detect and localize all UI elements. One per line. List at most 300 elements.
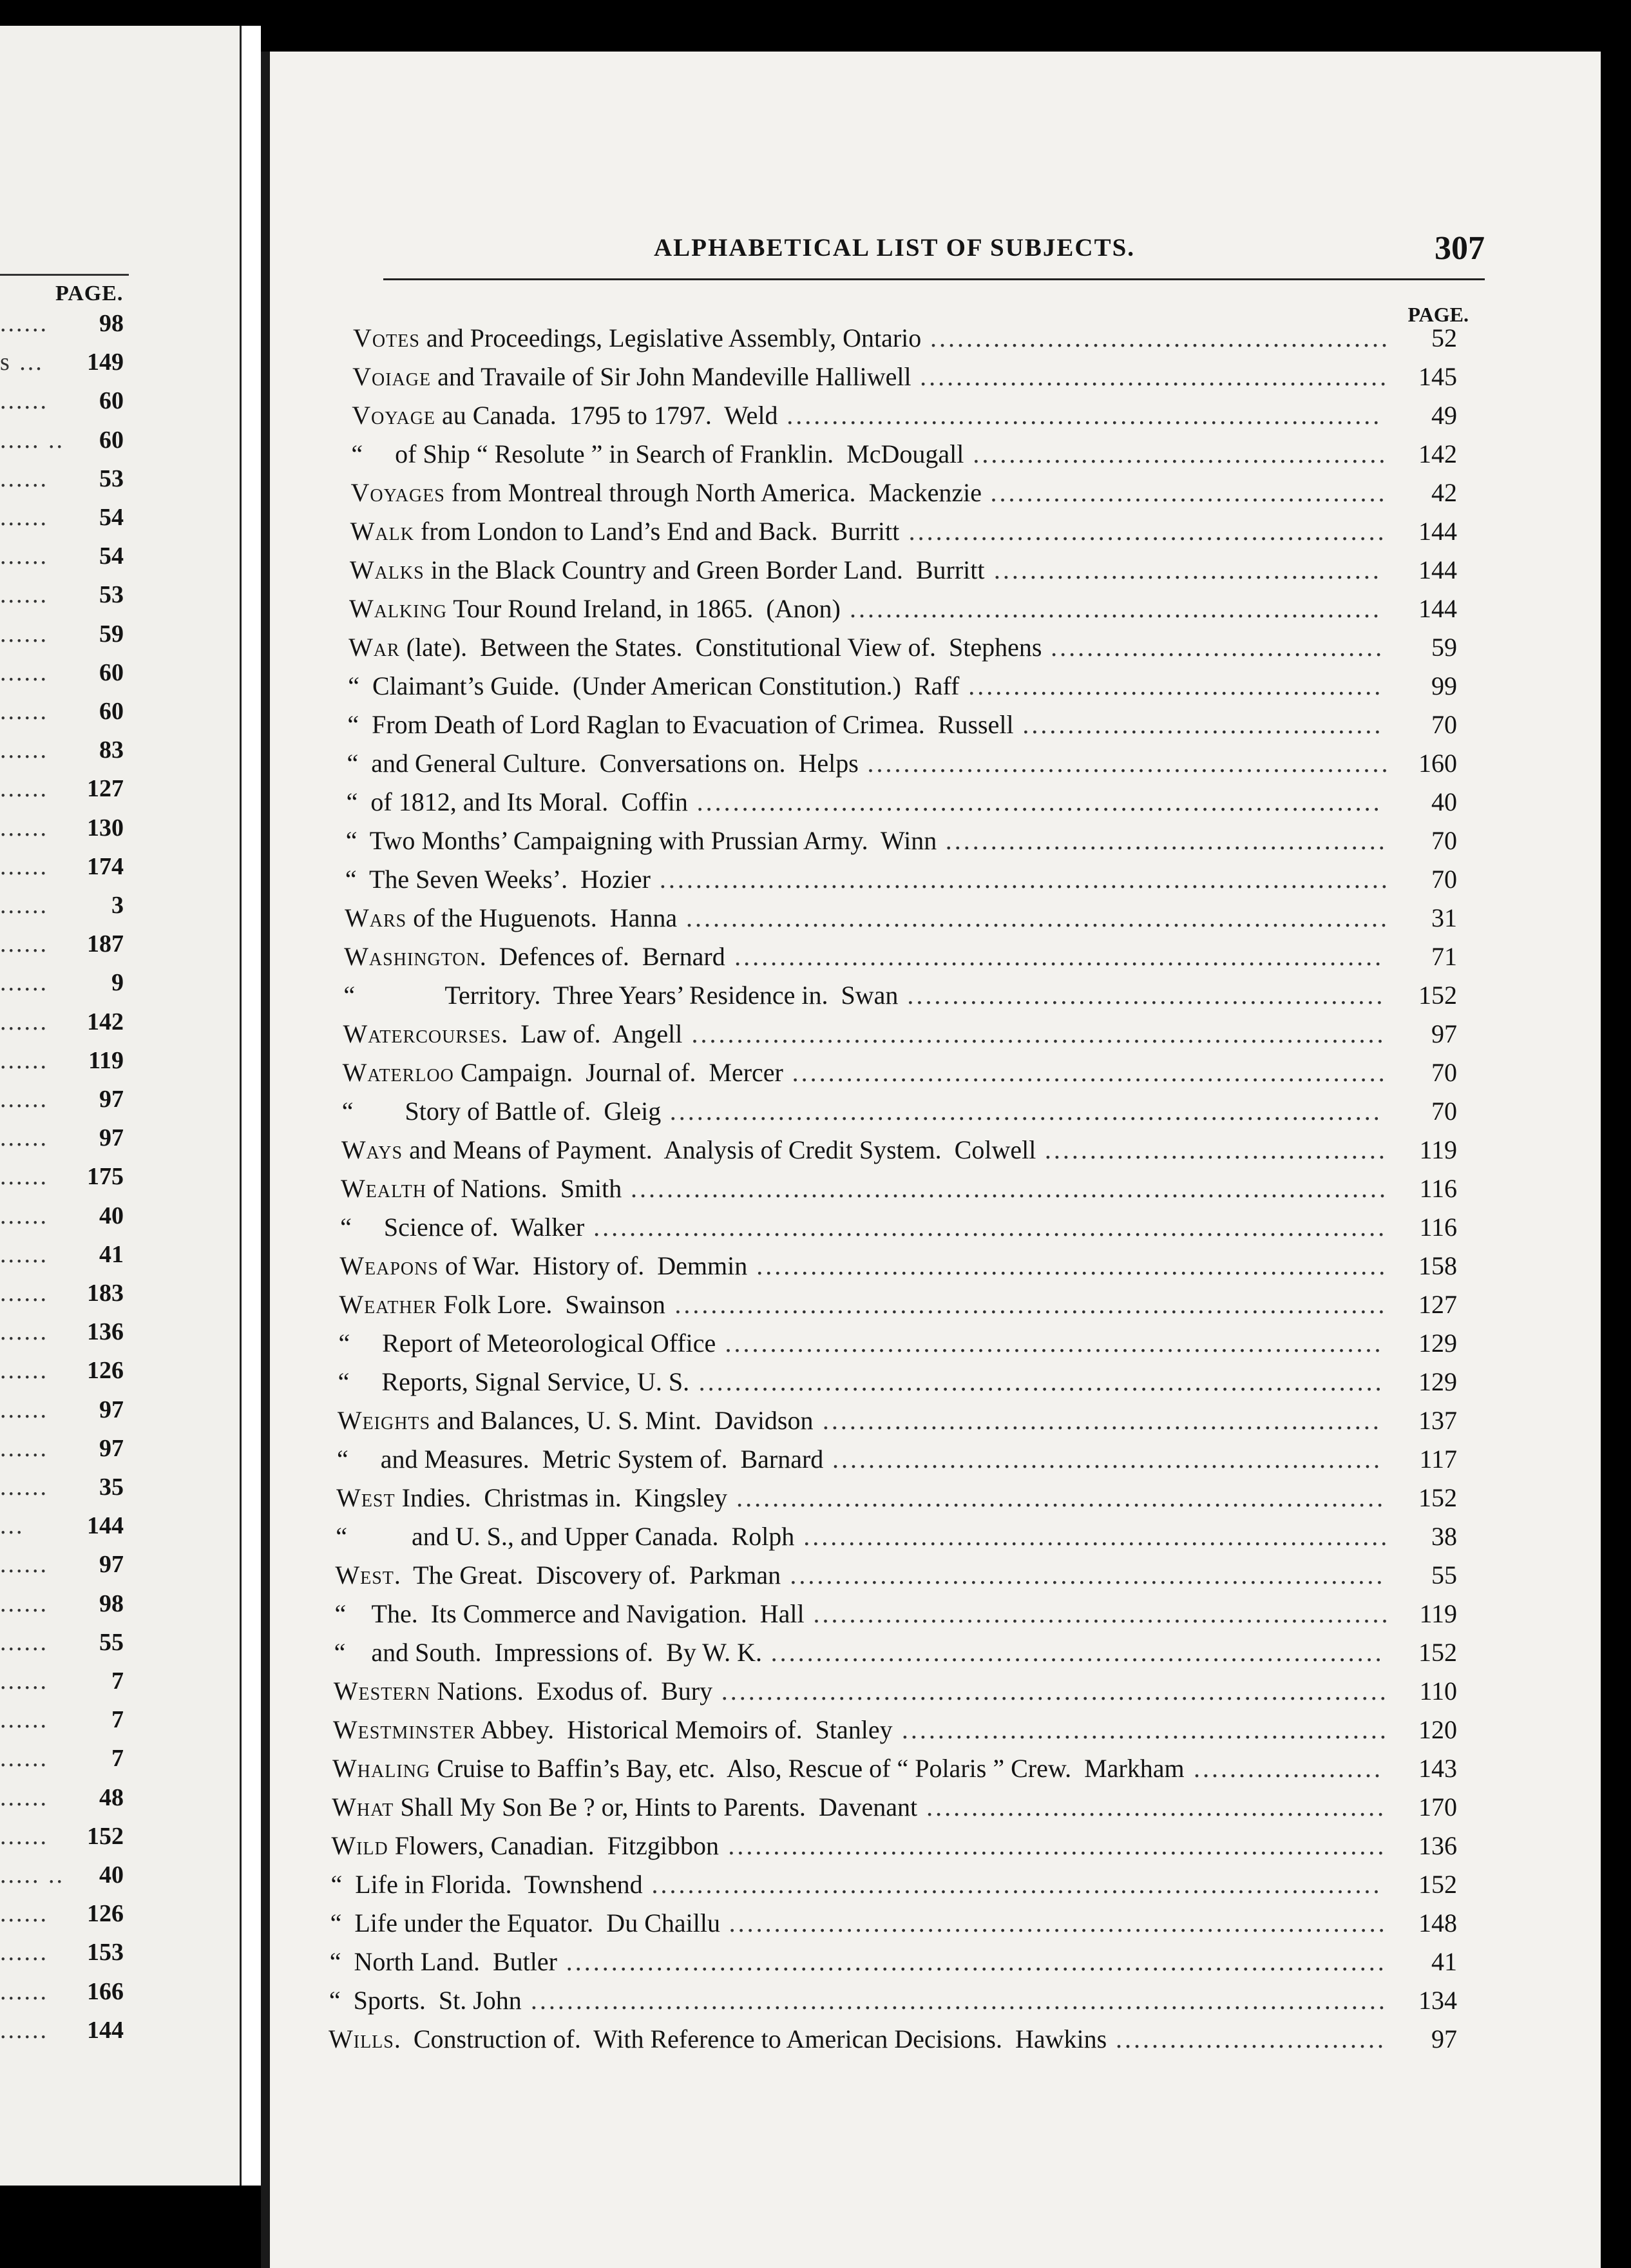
index-entry: [347, 744, 1458, 783]
entry-text: and Travaile of Sir John Mandeville Halliwell: [431, 362, 911, 391]
page-ref: 119: [88, 1046, 124, 1074]
entry-lead-word: Wealth: [341, 1174, 426, 1203]
index-entry: [330, 1943, 1457, 1981]
page-ref: 130: [87, 814, 124, 841]
left-page-row: [0, 731, 129, 769]
dot-leader: ...........................................................................................: [566, 1947, 1387, 1976]
left-page-row: [0, 1351, 129, 1390]
dot-leader: ..............................................: [973, 439, 1388, 468]
page-ref: 97: [99, 1434, 124, 1462]
entry-lead-word: Westminster: [332, 1715, 476, 1744]
page-ref: 126: [87, 1900, 124, 1928]
dot-leader: ...................................................: [930, 323, 1390, 352]
index-entry: [344, 937, 1457, 976]
entry-text: and Means of Payment. Analysis of Credit System. Colwell: [403, 1135, 1036, 1164]
page-ref: 136: [1418, 1831, 1457, 1860]
index-entry: [329, 1981, 1457, 2020]
dot-leader: ......: [0, 1822, 48, 1850]
entry-subject: [349, 590, 841, 628]
entry-text: Indies. Christmas in. Kingsley: [395, 1483, 728, 1512]
dot-leader: ............................................: [990, 478, 1388, 507]
index-entry: [349, 590, 1457, 628]
dot-leader: ......................................................................: [756, 1251, 1388, 1280]
left-page-row: [0, 1778, 129, 1817]
entry-subject: [347, 783, 688, 822]
dot-leader: ......: [0, 1745, 48, 1773]
page-ref: 54: [99, 543, 124, 570]
page-ref: 53: [99, 465, 124, 492]
page-ref: 137: [1418, 1406, 1457, 1435]
page-ref: 59: [1431, 633, 1457, 662]
left-page-row: [0, 1817, 129, 1856]
entry-subject: [347, 706, 1013, 744]
page-ref: 158: [1418, 1251, 1457, 1280]
page-ref: 144: [87, 1512, 124, 1540]
entry-text: . Construction of. With Reference to American Decisions. Hawkins: [394, 2024, 1107, 2053]
entry-text: Tour Round Ireland, in 1865. (Anon): [447, 594, 841, 623]
left-page-row: [0, 1080, 129, 1119]
dot-leader: ..............................................................: [822, 1406, 1382, 1435]
left-page-row: [0, 1894, 129, 1933]
page-column-label: PAGE.: [1407, 303, 1469, 326]
page-ref: 129: [1418, 1367, 1457, 1396]
dot-leader: ......: [0, 1706, 48, 1734]
index-entry: [336, 1517, 1457, 1556]
entry-text: . The Great. Discovery of. Parkman: [394, 1561, 781, 1590]
entry-text: from Montreal through North America. Mackenzie: [444, 478, 982, 507]
page-ref: 117: [1419, 1445, 1457, 1474]
entry-subject: [335, 1595, 805, 1633]
entry-subject: [336, 1479, 727, 1517]
dot-leader: ..................................................................: [792, 1058, 1388, 1087]
dot-leader: ......: [0, 814, 48, 841]
left-page-row: [0, 1972, 129, 2011]
left-page-row: [0, 421, 129, 459]
entry-text: . Defences of. Bernard: [479, 942, 725, 971]
dot-leader: .................................................................: [803, 1522, 1390, 1551]
entry-lead-word: West: [335, 1561, 394, 1590]
dot-leader: .....................................................: [907, 981, 1386, 1010]
entry-lead-word: Voiage: [352, 362, 432, 391]
index-entry: [351, 435, 1457, 474]
page-ref: 174: [87, 852, 124, 880]
index-entry: [346, 822, 1457, 860]
entry-text: “ Two Months’ Campaigning with Prussian Army. Winn: [345, 826, 937, 855]
entry-lead-word: Walks: [349, 555, 424, 584]
index-entry: [350, 512, 1457, 551]
page-ref: 119: [1419, 1135, 1457, 1164]
index-entry: [336, 1479, 1457, 1517]
page-ref: 144: [1418, 555, 1457, 584]
entry-text: “ Claimant’s Guide. (Under American Constitution.) Raff: [348, 671, 960, 700]
entry-text: “ Science of. Walker: [340, 1213, 585, 1242]
left-page-row: [0, 1157, 129, 1196]
left-page-row: [0, 963, 129, 1002]
dot-leader: ......: [0, 543, 48, 570]
index-entry: [352, 396, 1457, 435]
page-ref: 60: [99, 387, 124, 415]
index-entry: [338, 1363, 1457, 1401]
entry-subject: [336, 1517, 794, 1556]
dot-leader: ......: [0, 775, 48, 803]
entry-text: . Law of. Angell: [501, 1019, 683, 1048]
dot-leader: ......: [0, 581, 48, 609]
page-ref: 7: [111, 1706, 124, 1734]
page-ref: 70: [1431, 865, 1457, 894]
left-page-row: [0, 1041, 129, 1080]
entry-subject: [339, 1247, 747, 1285]
page-ref: 183: [87, 1280, 124, 1307]
entry-lead-word: Weights: [337, 1406, 431, 1435]
index-entry: [348, 667, 1457, 706]
left-page-row: [0, 1274, 129, 1312]
page-ref: 97: [99, 1124, 124, 1152]
entry-text: Abbey. Historical Memoirs of. Stanley: [475, 1715, 893, 1744]
left-page-row: [0, 847, 129, 886]
dot-leader: ..........................................................: [867, 749, 1391, 778]
entry-lead-word: Wild: [331, 1831, 388, 1860]
entry-text: of War. History of. Demmin: [438, 1251, 748, 1280]
dot-leader: ......: [0, 736, 48, 764]
page-ref: 31: [1431, 903, 1457, 932]
dot-leader: ......: [0, 1434, 48, 1462]
index-entry: [341, 1131, 1457, 1169]
dot-leader: ......: [0, 1667, 48, 1695]
dot-leader: ......: [0, 620, 48, 648]
entry-subject: [346, 822, 937, 860]
left-page-label: PAGE.: [55, 282, 124, 305]
entry-lead-word: Walking: [348, 594, 448, 623]
index-entry: [352, 358, 1457, 396]
entry-subject: [339, 1324, 716, 1363]
page-ref: 153: [87, 1939, 124, 1966]
entry-text: “ of Ship “ Resolute ” in Search of Franklin. McDougall: [351, 439, 964, 468]
left-page-row: [0, 1662, 129, 1700]
entry-text: in the Black Country and Green Border Land. Burritt: [424, 555, 985, 584]
dot-leader: ...............................................................................: [669, 1097, 1382, 1126]
entry-text: and Balances, U. S. Mint. Davidson: [430, 1406, 814, 1435]
page-ref: 3: [111, 892, 124, 919]
entry-lead-word: Western: [333, 1677, 431, 1706]
left-page-row: [0, 381, 129, 420]
left-page-row: [0, 1623, 129, 1662]
dot-leader: ......: [0, 1357, 48, 1385]
left-page-row: [0, 1312, 129, 1351]
entry-text: Shall My Son Be ? or, Hints to Parents. Davenant: [394, 1792, 918, 1821]
entry-text: of the Huguenots. Hanna: [406, 903, 678, 932]
index-entry: [334, 1672, 1457, 1711]
entry-text: Flowers, Canadian. Fitzgibbon: [388, 1831, 719, 1860]
entry-text: “ Reports, Signal Service, U. S.: [338, 1367, 690, 1396]
page-ref: 97: [99, 1396, 124, 1423]
page-ref: 9: [111, 969, 124, 997]
page-ref: 41: [1431, 1947, 1457, 1976]
left-page-row: [0, 2011, 129, 2050]
entry-subject: [332, 1788, 917, 1827]
left-page-row: [0, 304, 129, 343]
entry-text: “ North Land. Butler: [329, 1947, 557, 1976]
index-entry: [343, 976, 1457, 1015]
page-ref: 40: [99, 1202, 124, 1229]
page-ref: 127: [87, 775, 124, 803]
page-ref: 60: [99, 658, 124, 686]
page-ref: 142: [87, 1008, 124, 1035]
page-ref: 144: [1418, 594, 1457, 623]
entry-text: “ Life under the Equator. Du Chaillu: [330, 1908, 720, 1937]
page-ref: 70: [1431, 826, 1457, 855]
page-ref: 148: [1418, 1908, 1457, 1937]
page-ref: 97: [1431, 2024, 1457, 2053]
left-page-row: [0, 925, 129, 963]
page-ref: 160: [1418, 749, 1457, 778]
entry-lead-word: Weather: [339, 1290, 437, 1319]
dot-leader: ..............................................: [968, 671, 1384, 700]
left-page-row: [0, 498, 129, 537]
entry-subject: [347, 744, 859, 783]
entry-lead-word: Voyage: [352, 401, 436, 430]
index-entry: [341, 1169, 1457, 1208]
entry-subject: [331, 1827, 719, 1865]
page-ref: 41: [99, 1240, 124, 1268]
page-ref: 152: [1418, 981, 1457, 1010]
index-entry: [338, 1401, 1457, 1440]
page-ref: 97: [1431, 1019, 1457, 1048]
page-ref: 49: [1431, 401, 1457, 430]
dot-leader: ......................................................: [901, 1715, 1389, 1744]
index-entry: [339, 1324, 1457, 1363]
entry-subject: [329, 2020, 1107, 2059]
page-ref: 152: [1418, 1870, 1457, 1899]
page-ref: 98: [99, 1590, 124, 1617]
entry-lead-word: Wars: [345, 903, 407, 932]
header-rule: [383, 278, 1485, 280]
index-entry: [340, 1208, 1457, 1247]
entry-lead-word: Votes: [353, 323, 420, 352]
index-entry: [348, 628, 1457, 667]
entry-subject: [342, 1092, 661, 1131]
dot-leader: ..............................: [1116, 2024, 1386, 2053]
page-ref: 97: [99, 1086, 124, 1113]
page-ref: 70: [1431, 1058, 1457, 1087]
entry-text: (late). Between the States. Constitutional View of. Stephens: [399, 633, 1042, 662]
index-entry: [329, 2020, 1457, 2059]
entry-subject: [335, 1556, 781, 1595]
page-number: 307: [1435, 230, 1485, 267]
page-ref: 40: [99, 1861, 124, 1888]
page-ref: 144: [87, 2016, 124, 2044]
entry-subject: [330, 1943, 557, 1981]
dot-leader: .....................................: [1051, 633, 1385, 662]
index-entry: [353, 319, 1457, 358]
index-entry: [345, 860, 1457, 899]
index-entry: [332, 1788, 1457, 1827]
index-entry: [351, 474, 1457, 512]
index-entry: [342, 1092, 1457, 1131]
dot-leader: ..........................................................................: [721, 1677, 1389, 1706]
dot-leader: ......: [0, 1163, 48, 1191]
dot-leader: ......: [0, 310, 48, 337]
running-head: ALPHABETICAL LIST OF SUBJECTS.: [654, 234, 1136, 262]
dot-leader: ........................................................................................: [593, 1213, 1388, 1242]
entry-subject: [330, 1904, 720, 1943]
index-entry: [350, 551, 1457, 590]
dot-leader: ......: [0, 969, 48, 997]
page-ref: 99: [1431, 671, 1457, 700]
index-entry: [333, 1711, 1457, 1749]
entry-lead-word: War: [348, 633, 400, 662]
dot-leader: ..............................................................................: [686, 903, 1390, 932]
entry-subject: [333, 1711, 893, 1749]
entry-subject: [338, 1401, 814, 1440]
dot-leader: ...................................................: [926, 1792, 1387, 1821]
dot-leader: ......: [0, 1240, 48, 1268]
page-ref: 119: [1419, 1599, 1457, 1628]
entry-subject: [329, 1981, 522, 2020]
entry-subject: [338, 1363, 690, 1401]
entry-subject: [341, 1131, 1036, 1169]
page-ref: 98: [99, 310, 124, 337]
entry-lead-word: Wills: [329, 2024, 394, 2053]
left-page-row: [0, 1390, 129, 1429]
page-ref: 97: [99, 1551, 124, 1579]
dot-leader: ....................................................................................: [631, 1174, 1388, 1203]
entry-lead-word: Washington: [344, 942, 480, 971]
entry-text: from London to Land’s End and Back. Burritt: [414, 517, 900, 546]
gutter: [242, 26, 261, 2186]
page-ref: 40: [1431, 787, 1457, 816]
dot-leader: ......: [0, 1590, 48, 1617]
entry-text: and Proceedings, Legislative Assembly, Ontario: [419, 323, 922, 352]
dot-leader: ............................................................................: [696, 787, 1382, 816]
entry-text: “ Territory. Three Years’ Residence in. Swan: [343, 981, 899, 1010]
dot-leader: .................................................: [945, 826, 1388, 855]
left-header-rule: [0, 274, 129, 276]
dot-leader: ......: [0, 504, 48, 531]
entry-subject: [334, 1633, 762, 1672]
left-page-row: [0, 1700, 129, 1739]
page-ref: 116: [1419, 1213, 1457, 1242]
page-ref: 55: [99, 1628, 124, 1656]
dot-leader: ......: [0, 1396, 48, 1423]
page-ref: 7: [111, 1745, 124, 1773]
index-entry: [330, 1865, 1457, 1904]
entry-subject: [348, 667, 959, 706]
entry-subject: [340, 1208, 584, 1247]
page-ref: 116: [1419, 1174, 1457, 1203]
index-entry: [332, 1749, 1457, 1788]
entry-lead-word: West: [336, 1483, 396, 1512]
entry-text: of Nations. Smith: [426, 1174, 622, 1203]
index-entry: [345, 899, 1457, 937]
left-page-row: [0, 1506, 129, 1545]
index-entry: [335, 1556, 1457, 1595]
dot-leader: s ...: [0, 349, 44, 376]
entry-text: “ The Seven Weeks’. Hozier: [345, 865, 651, 894]
entry-text: “ and General Culture. Conversations on. Helps: [347, 749, 859, 778]
left-page-row: [0, 1196, 129, 1235]
index-entry: [343, 1015, 1457, 1053]
entry-lead-word: Weapons: [339, 1251, 439, 1280]
page-ref: 59: [99, 620, 124, 648]
dot-leader: .................................................................................: [651, 1870, 1382, 1899]
entry-subject: [345, 899, 677, 937]
left-page-row: [0, 615, 129, 653]
page-ref: 71: [1431, 942, 1457, 971]
page-ref: 152: [1418, 1638, 1457, 1667]
entry-subject: [352, 396, 777, 435]
dot-leader: ......: [0, 1977, 48, 2005]
page-ref: 120: [1418, 1715, 1457, 1744]
page-ref: 145: [1418, 362, 1457, 391]
entry-text: “ and Measures. Metric System of. Barnard: [336, 1445, 824, 1474]
page-ref: 7: [111, 1667, 124, 1695]
entry-text: “ and U. S., and Upper Canada. Rolph: [336, 1522, 795, 1551]
dot-leader: ...............................................................................................: [530, 1986, 1388, 2015]
index-entry: [339, 1285, 1457, 1324]
index-entry: [343, 1053, 1457, 1092]
page-ref: 152: [87, 1822, 124, 1850]
page-ref: 60: [99, 426, 124, 454]
page-ref: 55: [1431, 1561, 1457, 1590]
entry-subject: [343, 1015, 682, 1053]
index-entry: [330, 1904, 1457, 1943]
dot-leader: ...............................................................................: [674, 1290, 1388, 1319]
entry-subject: [348, 628, 1042, 667]
dot-leader: ...........................................................: [849, 594, 1382, 623]
dot-leader: ......: [0, 852, 48, 880]
dot-leader: ......: [0, 1474, 48, 1501]
entry-subject: [351, 435, 964, 474]
dot-leader: ......: [0, 1280, 48, 1307]
dot-leader: ......: [0, 658, 48, 686]
entry-text: “ Story of Battle of. Gleig: [341, 1097, 662, 1126]
index-entry: [337, 1440, 1457, 1479]
left-page-row: [0, 1235, 129, 1274]
page-ref: 52: [1431, 323, 1457, 352]
entry-subject: [334, 1672, 712, 1711]
page-ref: 129: [1418, 1329, 1457, 1358]
entry-subject: [351, 474, 982, 512]
dot-leader: .........................................................................: [729, 1908, 1388, 1937]
page-ref: 42: [1431, 478, 1457, 507]
left-page-row: [0, 1429, 129, 1468]
left-page-row: [0, 575, 129, 614]
entry-lead-word: What: [332, 1792, 394, 1821]
page-ref: 144: [1418, 517, 1457, 546]
left-page-row: [0, 653, 129, 692]
entry-lead-word: Voyages: [350, 478, 445, 507]
dot-leader: ......: [0, 387, 48, 415]
page-ref: 54: [99, 504, 124, 531]
dot-leader: ..................................................................: [787, 401, 1382, 430]
dot-leader: ......: [0, 698, 48, 725]
left-page-row: [0, 537, 129, 575]
index-entry: [331, 1827, 1457, 1865]
left-page-row: [0, 1468, 129, 1506]
dot-leader: ......: [0, 465, 48, 492]
page-ref: 83: [99, 736, 124, 764]
entry-text: “ of 1812, and Its Moral. Coffin: [346, 787, 688, 816]
dot-leader: ....................................................................: [770, 1638, 1384, 1667]
left-page-row: [0, 1119, 129, 1157]
entry-text: “ Life in Florida. Townshend: [330, 1870, 643, 1899]
dot-leader: ......: [0, 2016, 48, 2044]
page-ref: 136: [87, 1318, 124, 1346]
entry-subject: [332, 1749, 1185, 1788]
entry-subject: [353, 319, 921, 358]
dot-leader: ......: [0, 1551, 48, 1579]
page-ref: 127: [1418, 1290, 1457, 1319]
